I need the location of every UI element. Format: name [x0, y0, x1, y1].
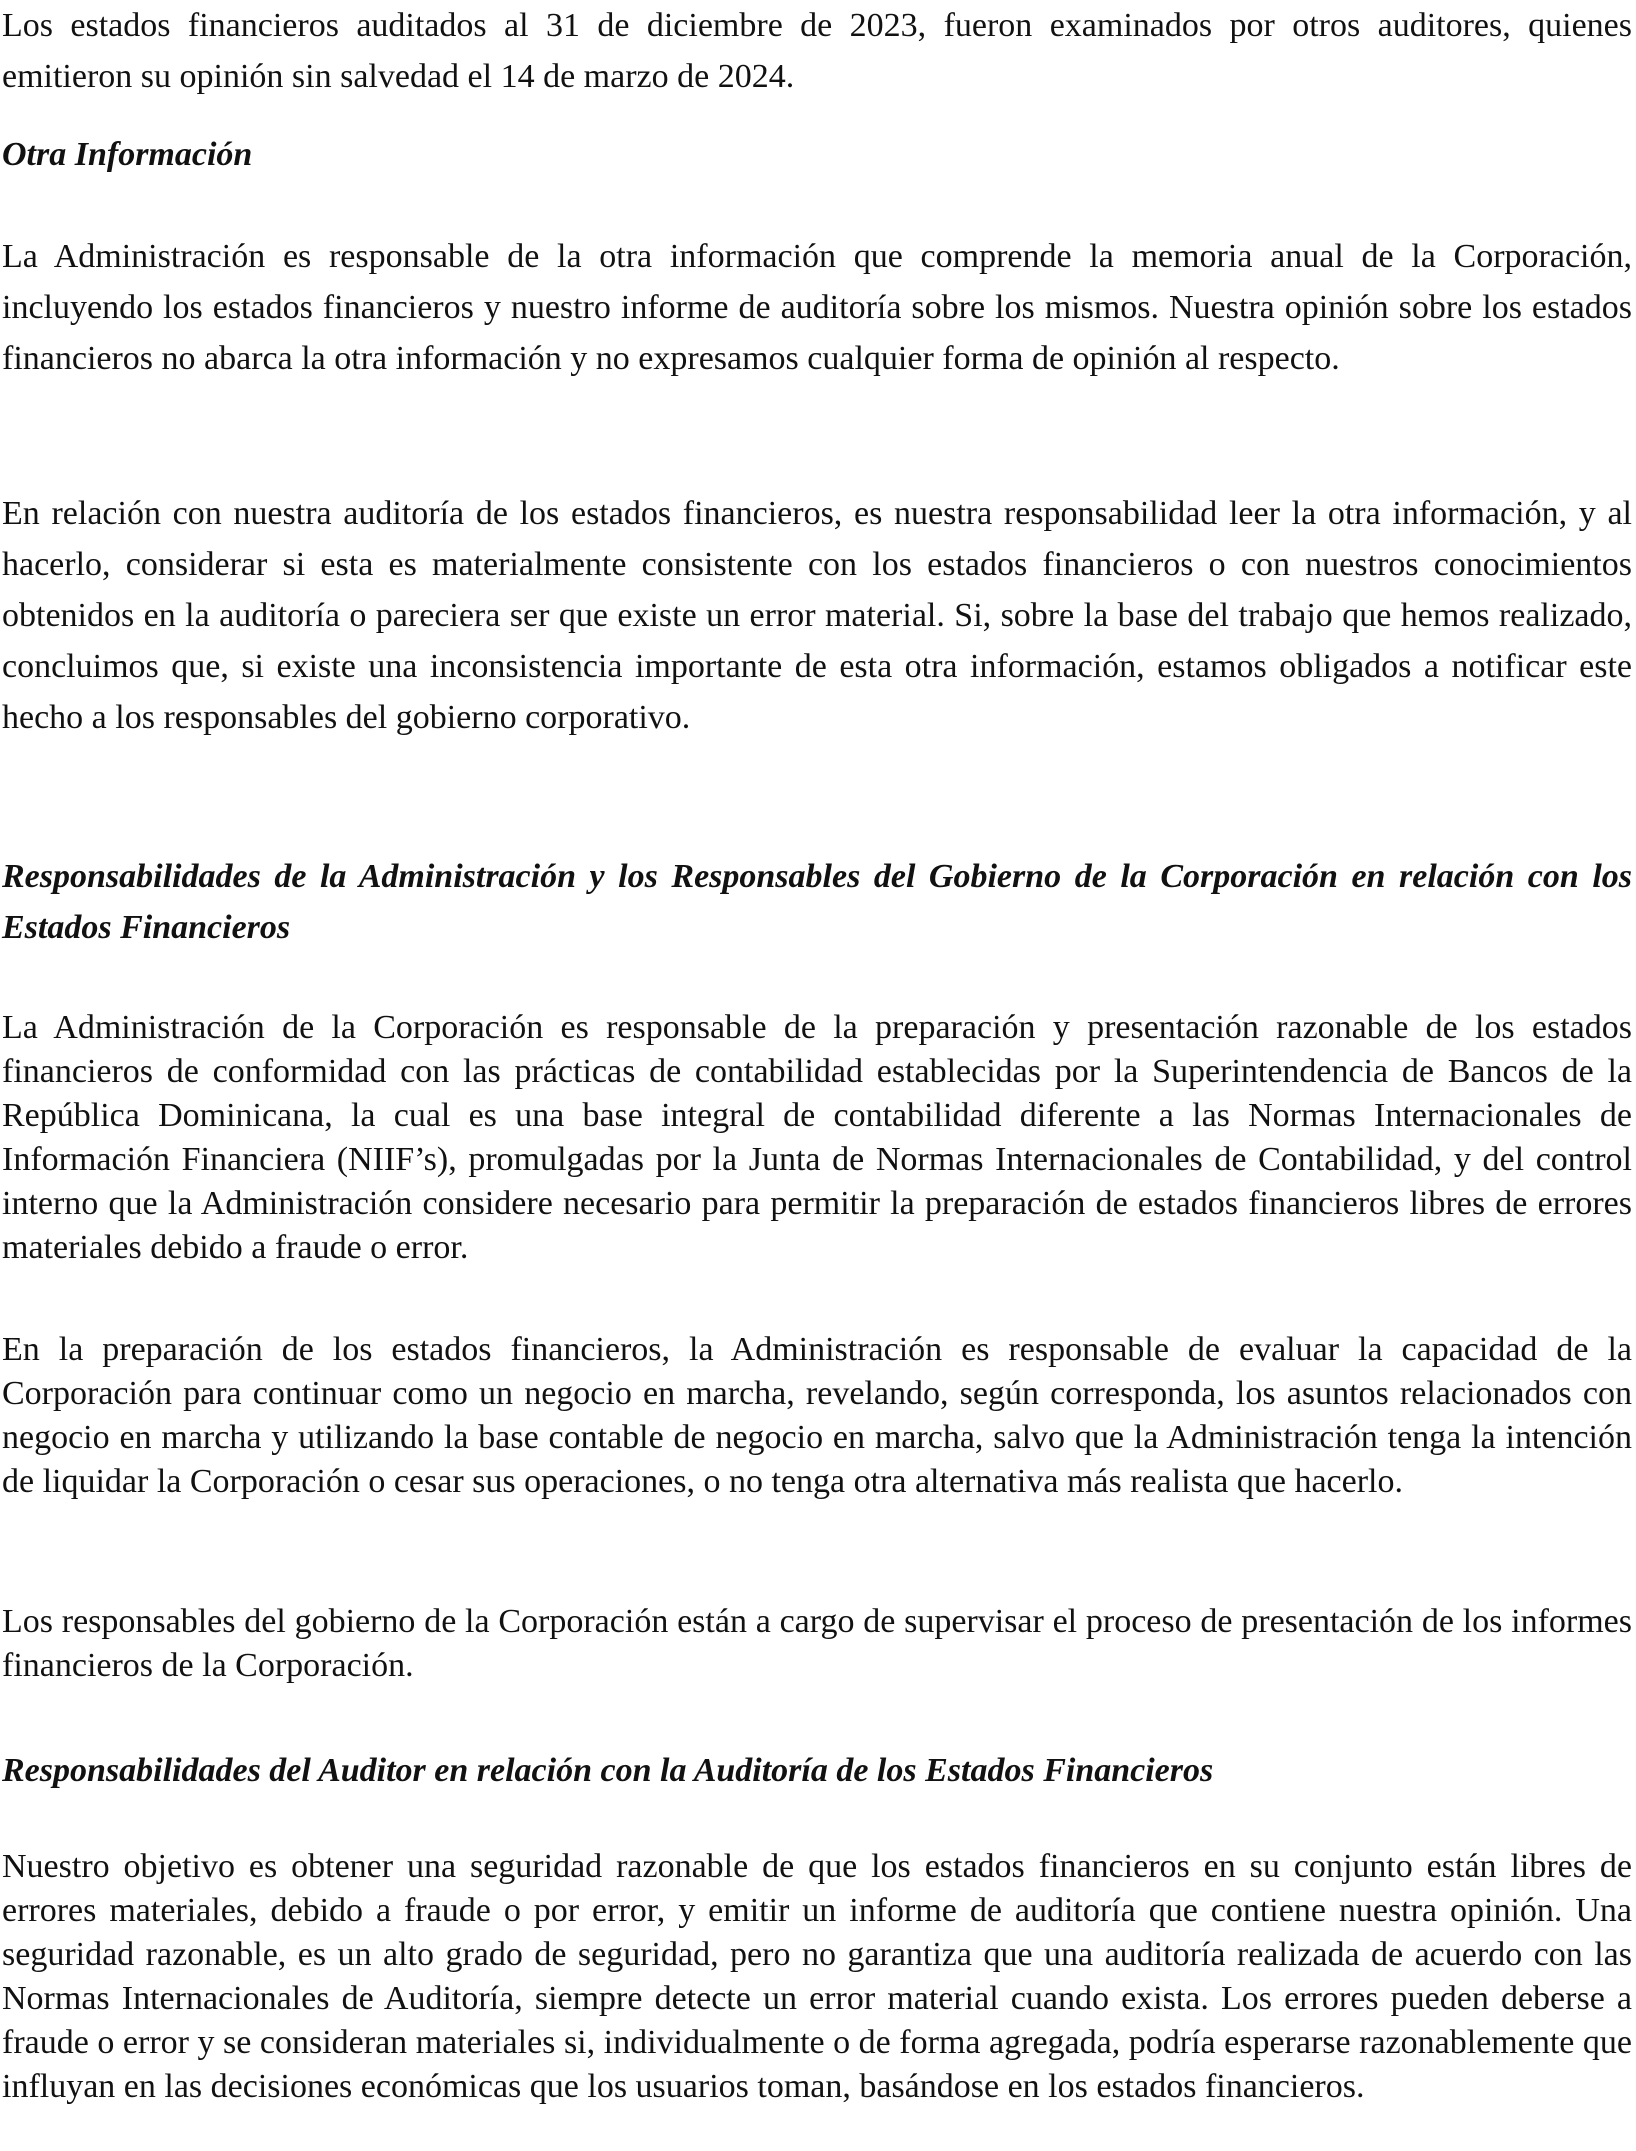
paragraph-administracion-1: La Administración de la Corporación es responsable de la preparación y presentación razonable de los estados financieros de conformidad con las prácticas de contabilidad establecidas por la Superintendencia de Bancos de la República Dominicana, la cual es una base integral de contabilidad diferente a las Normas Internacionales de Información Financiera (NIIF’s), promulgadas por la Junta de Normas Internacionales de Contabilidad, y del control interno que la Administración considere necesario para permitir la preparación de estados financieros libres de errores materiales debido a fraude o error.	[2, 1009, 1632, 1266]
heading-otra-informacion: Otra Información	[2, 136, 253, 173]
paragraph-administracion-3: Los responsables del gobierno de la Corporación están a cargo de supervisar el proceso de presentación de los informes financieros de la Corporación.	[2, 1603, 1632, 1684]
heading-responsabilidades-auditor: Responsabilidades del Auditor en relación con la Auditoría de los Estados Financieros	[2, 1752, 1214, 1789]
paragraph-auditor-1: Nuestro objetivo es obtener una seguridad razonable de que los estados financieros en su conjunto están libres de errores materiales, debido a fraude o por error, y emitir un informe de auditoría que contiene nuestra opinión. Una seguridad razonable, es un alto grado de seguridad, pero no garantiza que una auditoría realizada de acuerdo con las Normas Internacionales de Auditoría, siempre detecte un error material cuando exista. Los errores pueden deberse a fraude o error y se consideran materiales si, individualmente o de forma agregada, podría esperarse razonablemente que influyan en las decisiones económicas que los usuarios toman, basándose en los estados financieros.	[2, 1848, 1632, 2105]
paragraph-administracion-2: En la preparación de los estados financieros, la Administración es responsable de evaluar la capacidad de la Corporación para continuar como un negocio en marcha, revelando, según corresponda, los asuntos relacionados con negocio en marcha y utilizando la base contable de negocio en marcha, salvo que la Administración tenga la intención de liquidar la Corporación o cesar sus operaciones, o no tenga otra alternativa más realista que hacerlo.	[2, 1331, 1632, 1500]
paragraph-otra-informacion-2: En relación con nuestra auditoría de los estados financieros, es nuestra responsabilidad leer la otra información, y al hacerlo, considerar si esta es materialmente consistente con los estados financieros o con nuestros conocimientos obtenidos en la auditoría o pareciera ser que existe un error material. Si, sobre la base del trabajo que hemos realizado, concluimos que, si existe una inconsistencia importante de esta otra información, estamos obligados a notificar este hecho a los responsables del gobierno corporativo.	[2, 495, 1632, 736]
paragraph-intro: Los estados financieros auditados al 31 de diciembre de 2023, fueron examinados por otros auditores, quienes emitieron su opinión sin salvedad el 14 de marzo de 2024.	[2, 7, 1632, 95]
heading-responsabilidades-administracion: Responsabilidades de la Administración y los Responsables del Gobierno de la Corporación en relación con los Estados Financieros	[2, 858, 1632, 946]
paragraph-otra-informacion-1: La Administración es responsable de la otra información que comprende la memoria anual de la Corporación, incluyendo los estados financieros y nuestro informe de auditoría sobre los mismos. Nuestra opinión sobre los estados financieros no abarca la otra información y no expresamos cualquier forma de opinión al respecto.	[2, 238, 1632, 377]
